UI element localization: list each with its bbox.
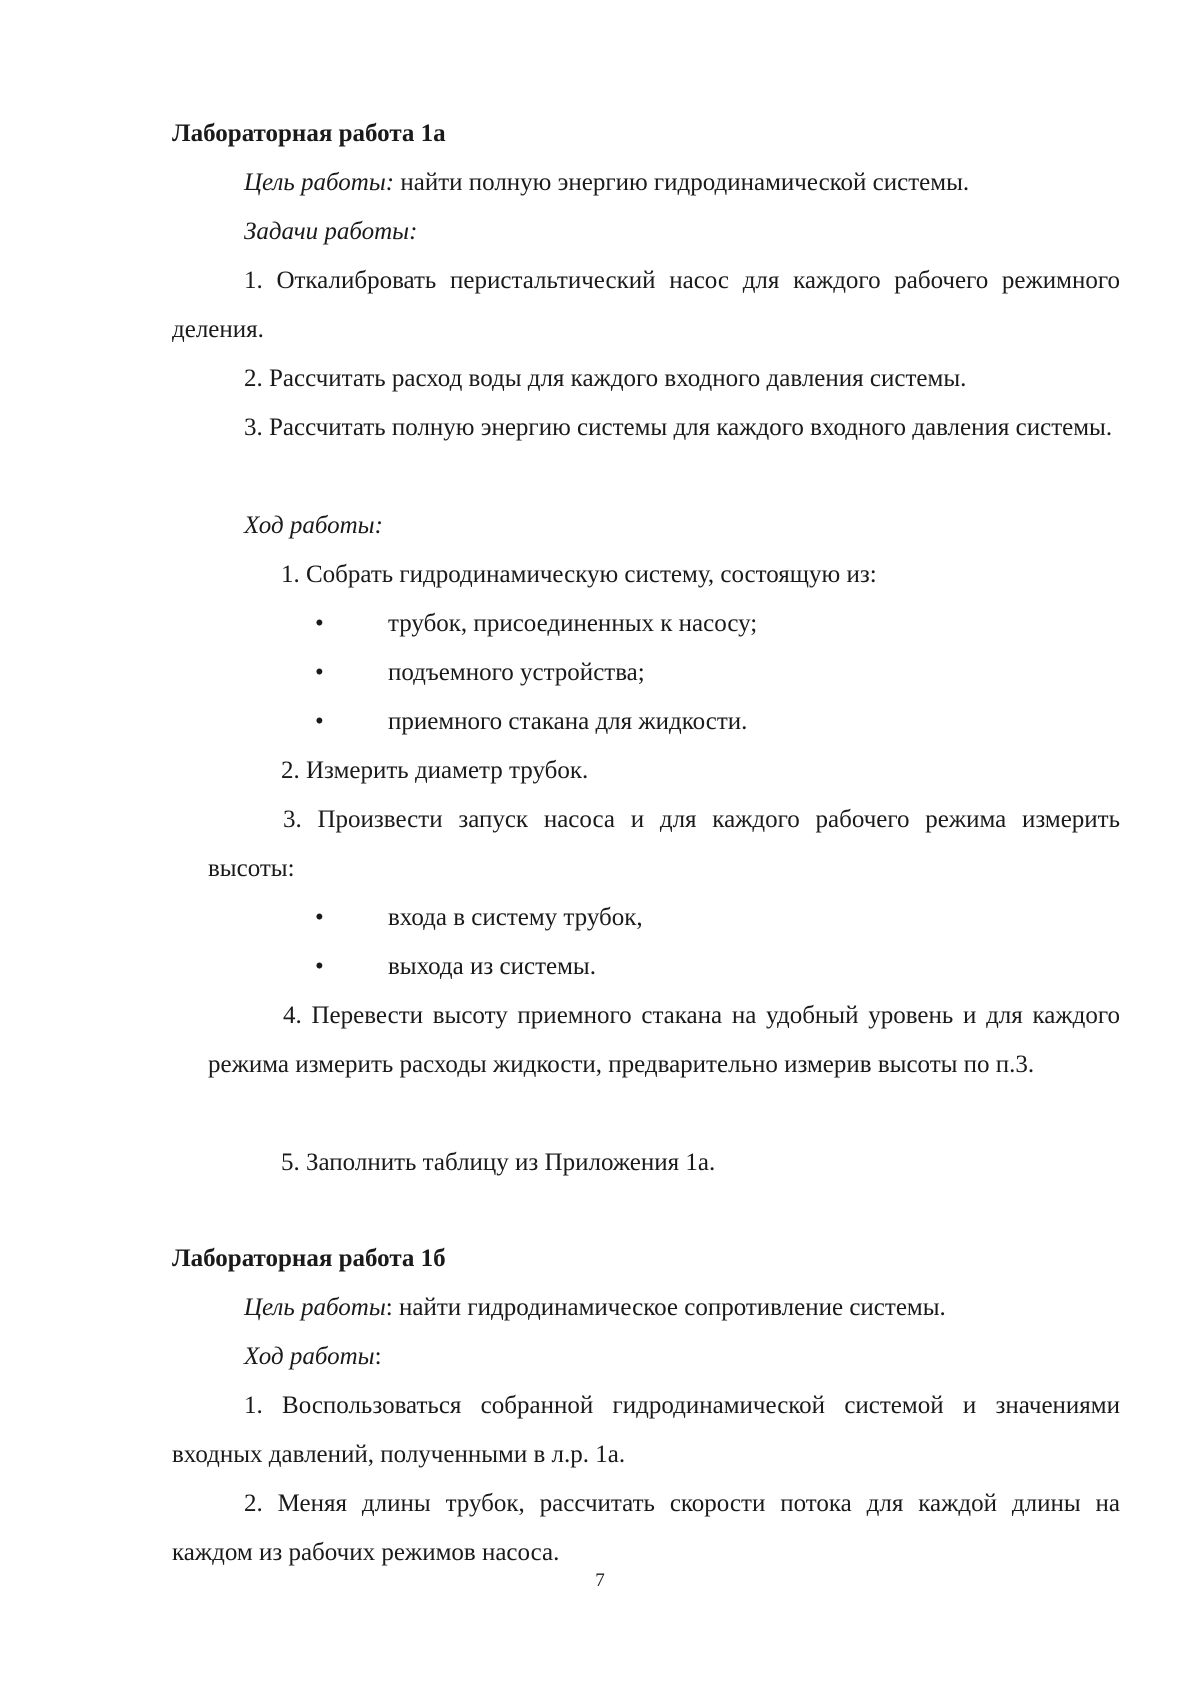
lab1b-step-1: 1. Воспользоваться собранной гидродинамической системой и значениями входных давлений, полученными в л.р. 1а. [172, 1392, 1120, 1468]
lab1b-step-2: 2. Меняя длины трубок, рассчитать скорости потока для каждой длины на каждом из рабочих режимов насоса. [172, 1490, 1120, 1566]
lab1b-procedure [244, 1332, 382, 1381]
lab1b-procedure-label: Ход работы [244, 1343, 375, 1370]
lab1a-task-3: 3. Рассчитать полную энергию системы для каждого входного давления системы. [244, 414, 1113, 441]
lab1b-goal-label: Цель работы [244, 1294, 386, 1321]
lab1a-task-2: 2. Рассчитать расход воды для каждого входного давления системы. [244, 365, 967, 392]
lab1a-step-5: 5. Заполнить таблицу из Приложения 1а. [281, 1149, 716, 1176]
bullet-icon: • [315, 708, 324, 735]
page-number: 7 [595, 1570, 605, 1591]
list-item-text: входа в систему трубок, [388, 904, 643, 931]
lab1a-step-2: 2. Измерить диаметр трубок. [281, 757, 589, 784]
lab1a-task-1: 1. Откалибровать перистальтический насос для каждого рабочего режимного деления. [172, 267, 1120, 343]
lab1b-procedure-colon: : [374, 1343, 382, 1370]
lab1a-goal [244, 158, 969, 207]
lab1a-step-3: 3. Произвести запуск насоса и для каждого рабочего режима измерить высоты: [208, 806, 1120, 882]
lab1b-title: Лабораторная работа 1б [172, 1245, 446, 1272]
lab1a-goal-label: Цель работы: [244, 169, 395, 196]
list-item-text: подъемного устройства; [388, 659, 645, 686]
lab1a-tasks-label: Задачи работы: [244, 218, 418, 245]
lab1b-goal [244, 1283, 946, 1332]
lab1a-step-4: 4. Перевести высоту приемного стакана на удобный уровень и для каждого режима измерить расходы жидкости, предварительно измерив высоты по п.3. [208, 1002, 1120, 1078]
lab1a-goal-text: найти полную энергию гидродинамической системы. [394, 169, 970, 196]
bullet-icon: • [315, 659, 324, 686]
bullet-icon: • [315, 904, 324, 931]
bullet-icon: • [315, 610, 324, 637]
bullet-icon: • [315, 953, 324, 980]
list-item-text: выхода из системы. [388, 953, 596, 980]
lab1a-title: Лабораторная работа 1а [172, 120, 446, 147]
lab1b-goal-text: : найти гидродинамическое сопротивление системы. [385, 1294, 946, 1321]
lab1a-step-1: 1. Собрать гидродинамическую систему, состоящую из: [281, 561, 877, 588]
list-item-text: трубок, присоединенных к насосу; [388, 610, 758, 637]
list-item-text: приемного стакана для жидкости. [388, 708, 748, 735]
lab1a-procedure-label: Ход работы: [244, 512, 383, 539]
